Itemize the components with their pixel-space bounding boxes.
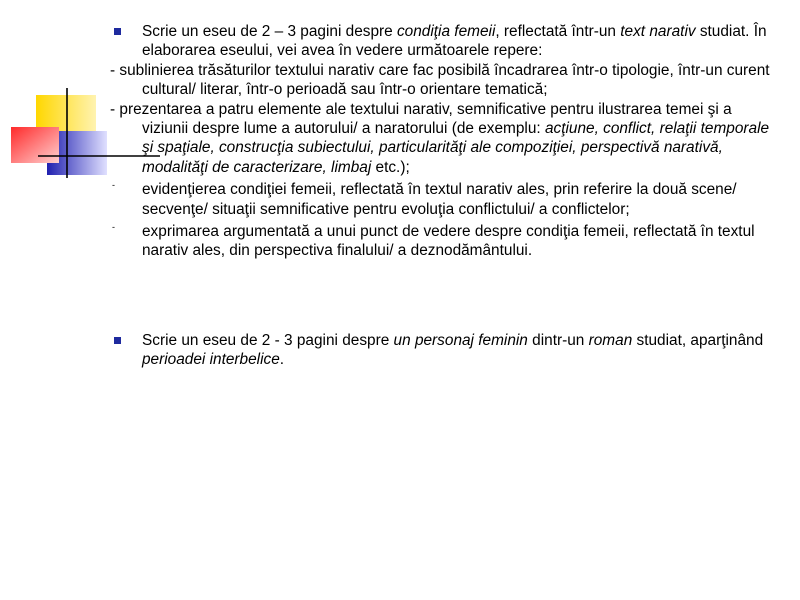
task-1-item-3: - evidenţierea condiţiei femeii, reflectată în textul narativ ales, prin referire la două scene/ secvenţe/ situaţii semnificative pentru evoluţia conflictului/ a conflictelor; bbox=[112, 180, 737, 218]
red-square bbox=[11, 127, 59, 163]
slide-content bbox=[110, 22, 782, 370]
task-1-item-1: - sublinierea trăsăturilor textului narativ care fac posibilă încadrarea într-o tipologie, într-un curent cultural/ literar, într-o perioadă sau într-o orientare tematică; bbox=[110, 61, 770, 99]
task-1-item-2: - prezentarea a patru elemente ale textului narativ, semnificative pentru ilustrarea temei şi a viziunii despre lume a autorului/ a naratorului (de exemplu: acţiune, conflict, relaţii temporale şi spaţiale, construcţia subiectului, particularităţi ale compoziţiei, perspectivă narativă, modalităţi de caracterizare, limbaj etc.); bbox=[110, 100, 770, 176]
task-1-intro: Scrie un eseu de 2 – 3 pagini despre condiţia femeii, reflectată într-un text narativ studiat. În elaborarea eseului, vei avea în vedere următoarele repere: bbox=[110, 22, 782, 61]
dash-marker: - bbox=[112, 222, 115, 233]
task-2: Scrie un eseu de 2 - 3 pagini despre un personaj feminin dintr-un roman studiat, aparţinând perioadei interbelice. bbox=[110, 331, 782, 370]
spacer bbox=[110, 261, 782, 331]
square-bullet-icon bbox=[114, 337, 121, 344]
dash-marker: - bbox=[112, 180, 115, 191]
square-bullet-icon bbox=[114, 28, 121, 35]
task-1-item-4: - exprimarea argumentată a unui punct de vedere despre condiţia femeii, reflectată în textul narativ ales, din perspectiva finalului/ a deznodământului. bbox=[112, 222, 755, 260]
